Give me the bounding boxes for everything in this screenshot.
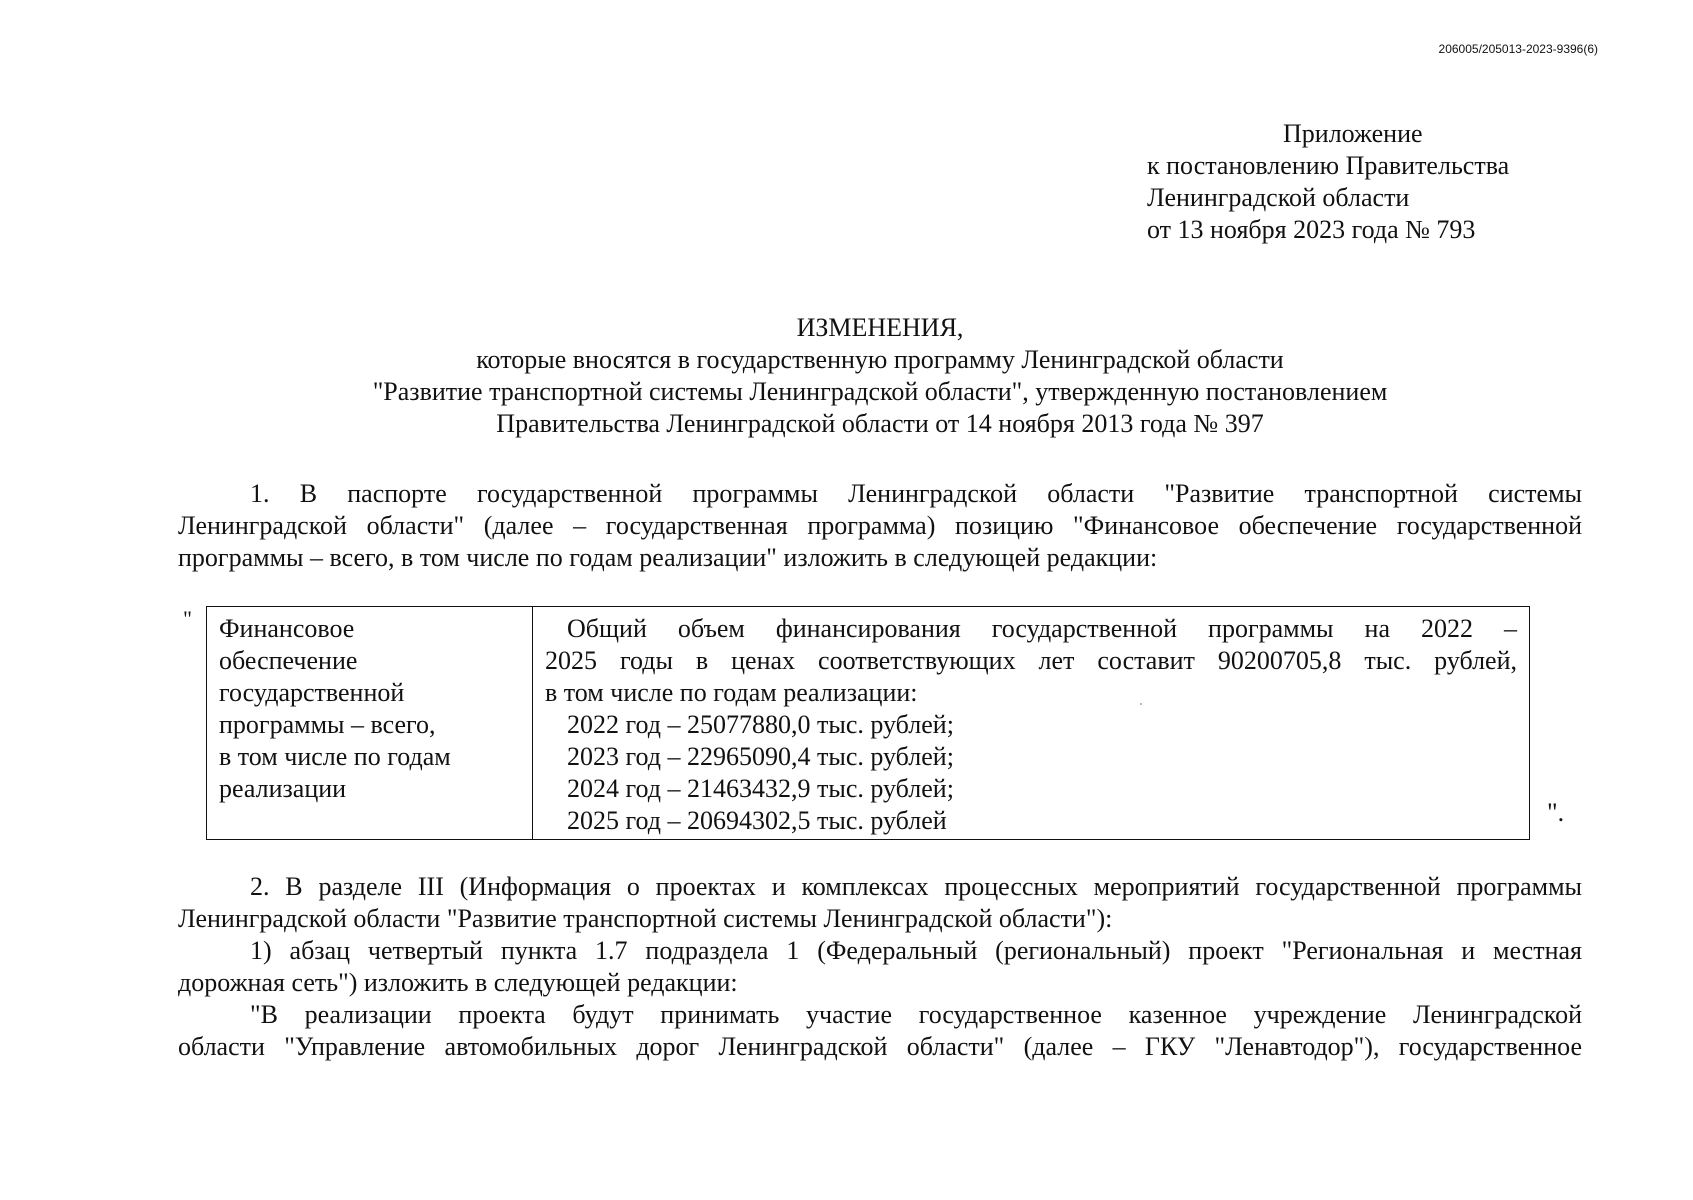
text-line: программы – всего, в том числе по годам реализации" изложить в следующей редакции: [178,543,1158,572]
label-line: в том числе по годам [219,742,451,771]
label-line: государственной [219,678,405,707]
financing-table [206,606,1530,840]
close-quote-mark: ". [1547,798,1565,827]
label-line: Финансовое [219,614,355,643]
text-line: дорожная сеть") изложить в следующей редакции: [178,968,738,997]
section-1-paragraph [178,478,1582,574]
financing-table-label-cell [207,607,533,839]
title-heading: ИЗМЕНЕНИЯ, [796,313,964,342]
appendix-block [1147,118,1509,246]
year-amount-line: 2022 год – 25077880,0 тыс. рублей; [567,710,954,739]
title-line: которые вносятся в государственную программу Ленинградской области [476,345,1284,374]
label-line: обеспечение [219,646,358,675]
title-line: Правительства Ленинградской области от 14 ноября 2013 года № 397 [496,409,1264,438]
scan-speck [1140,703,1142,705]
text-line: Ленинградской области "Развитие транспортной системы Ленинградской области"): [178,904,1113,933]
label-line: программы – всего, [219,710,436,739]
value-line: Общий объем финансирования государственной программы на 2022 – [567,614,1517,643]
title-line: "Развитие транспортной системы Ленинградской области", утвержденную постановлением [372,377,1388,406]
year-amount-line: 2023 год – 22965090,4 тыс. рублей; [567,742,954,771]
open-quote-mark: " [183,606,192,631]
appendix-date-number: от 13 ноября 2023 года № 793 [1147,215,1476,244]
appendix-title: Приложение [1283,119,1423,148]
text-line: 1. В паспорте государственной программы Ленинградской области "Развитие транспортной системы [250,479,1582,508]
appendix-line: к постановлению Правительства [1147,151,1510,180]
appendix-line: Ленинградской области [1147,183,1410,212]
value-line: в том числе по годам реализации: [545,678,918,707]
text-line: "В реализации проекта будут принимать участие государственное казенное учреждение Ленинградской [250,1000,1582,1029]
document-title [178,312,1582,440]
section-2-paragraph [178,871,1582,1063]
year-amount-line: 2025 год – 20694302,5 тыс. рублей [567,806,947,835]
document-id: 206005/205013-2023-9396(6) [1438,42,1598,56]
value-line: 2025 годы в ценах соответствующих лет составит 90200705,8 тыс. рублей, [545,646,1517,675]
text-line: 2. В разделе III (Информация о проектах и комплексах процессных мероприятий государственной программы [250,872,1582,901]
year-amount-line: 2024 год – 21463432,9 тыс. рублей; [567,774,954,803]
text-line: Ленинградской области" (далее – государственная программа) позицию "Финансовое обеспечение государственной [178,511,1582,540]
financing-table-value-cell [533,607,1529,839]
text-line: 1) абзац четвертый пункта 1.7 подраздела 1 (Федеральный (региональный) проект "Региональная и местная [250,936,1582,965]
label-line: реализации [219,774,347,803]
text-line: области "Управление автомобильных дорог Ленинградской области" (далее – ГКУ "Ленавтодор"), государственное [178,1032,1582,1061]
